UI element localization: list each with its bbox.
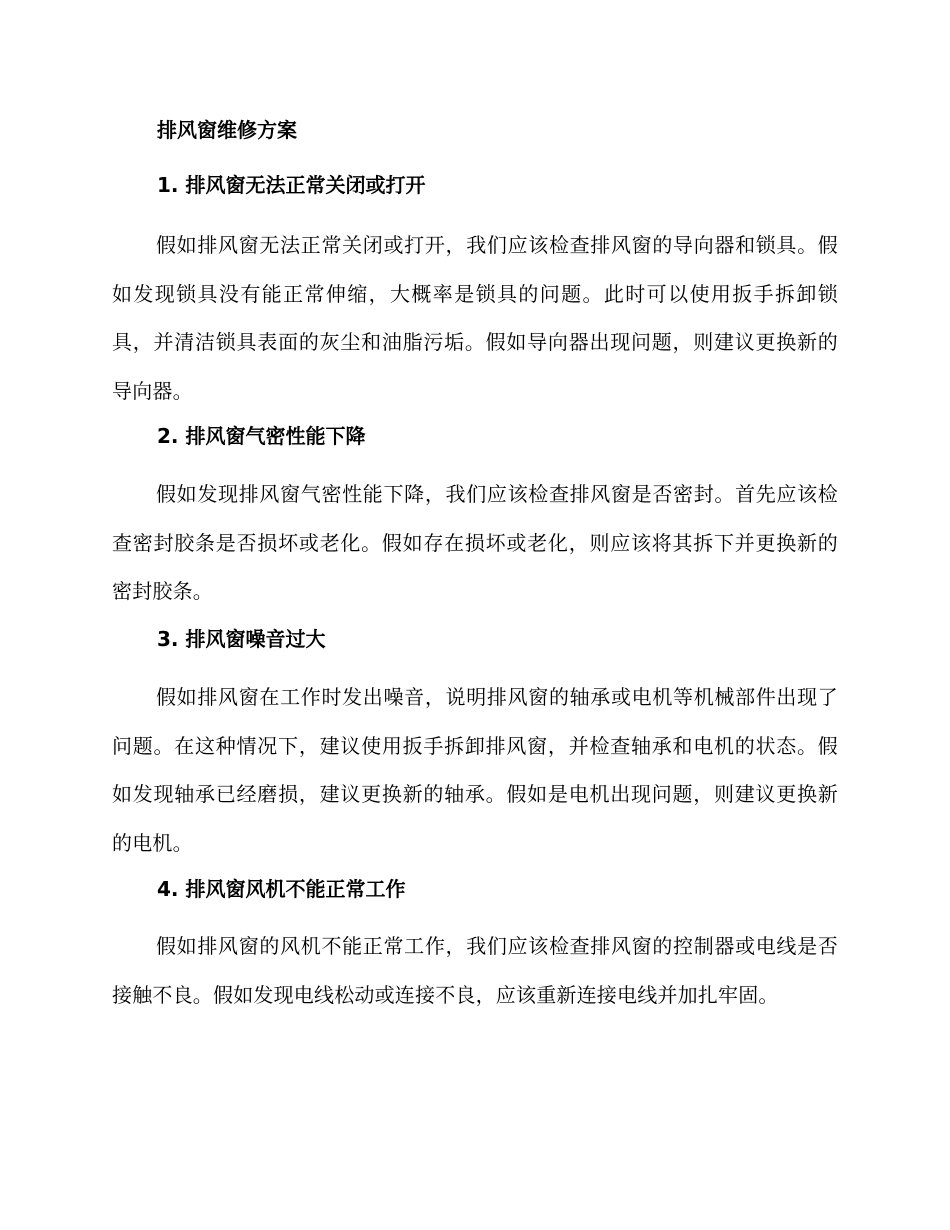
section-heading-4: 4. 排风窗风机不能正常工作 <box>157 877 406 901</box>
section-heading-3: 3. 排风窗噪音过大 <box>157 627 326 651</box>
section-body-3: 假如排风窗在工作时发出噪音，说明排风窗的轴承或电机等机械部件出现了问题。在这种情况下，建议使用扳手拆卸排风窗，并检查轴承和电机的状态。假如发现轴承已经磨损，建议更换新的轴承。假如是电机出现问题，则建议更换新的电机。 <box>112 685 838 855</box>
document-title: 排风窗维修方案 <box>157 118 297 142</box>
section-body-4: 假如排风窗的风机不能正常工作，我们应该检查排风窗的控制器或电线是否接触不良。假如发现电线松动或连接不良，应该重新连接电线并加扎牢固。 <box>112 934 838 1007</box>
section-heading-2: 2. 排风窗气密性能下降 <box>157 424 366 448</box>
section-heading-1: 1. 排风窗无法正常关闭或打开 <box>157 173 426 197</box>
section-body-2: 假如发现排风窗气密性能下降，我们应该检查排风窗是否密封。首先应该检查密封胶条是否损坏或老化。假如存在损坏或老化，则应该将其拆下并更换新的密封胶条。 <box>112 482 838 603</box>
section-body-1: 假如排风窗无法正常关闭或打开，我们应该检查排风窗的导向器和锁具。假如发现锁具没有能正常伸缩，大概率是锁具的问题。此时可以使用扳手拆卸锁具，并清洁锁具表面的灰尘和油脂污垢。假如导向器出现问题，则建议更换新的导向器。 <box>112 233 838 403</box>
